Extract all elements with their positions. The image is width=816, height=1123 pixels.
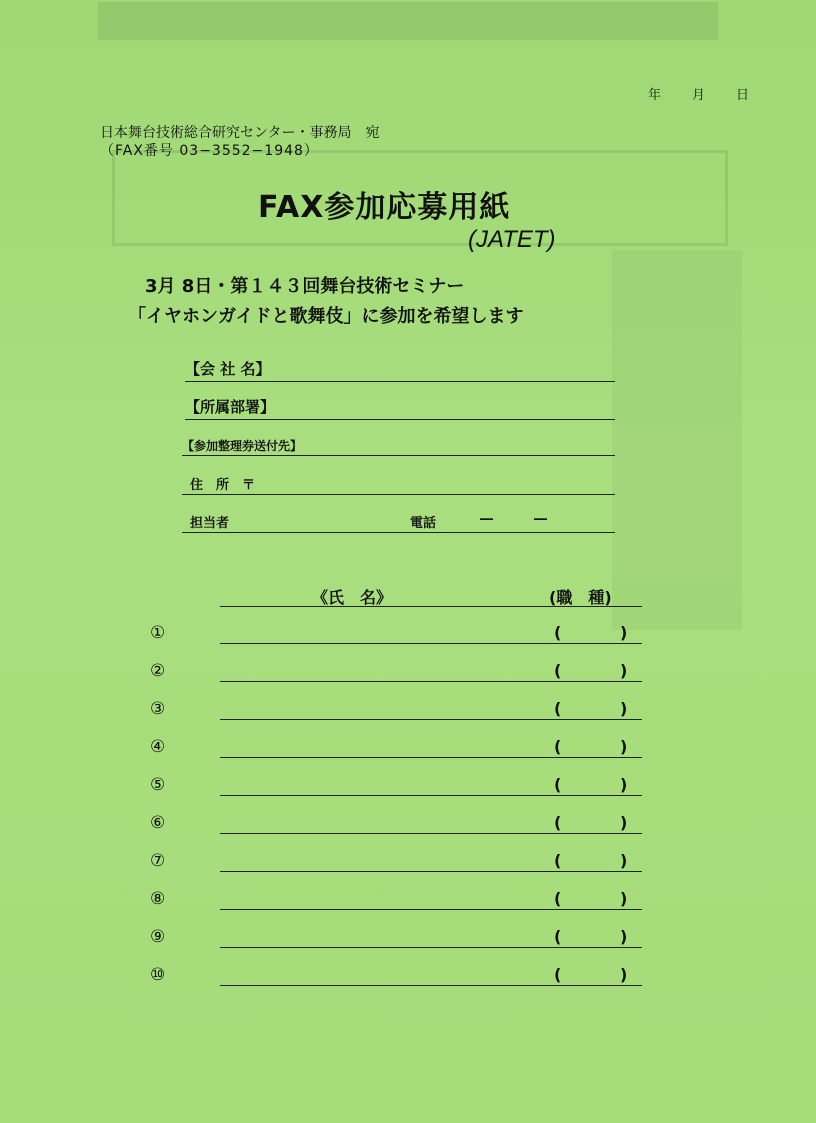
- addressee: 日本舞台技術総合研究センター・事務局 宛: [100, 125, 380, 141]
- show-through-text-block: [612, 250, 742, 630]
- address-field[interactable]: [182, 494, 615, 495]
- row-number: ①: [150, 623, 166, 643]
- row-number: ⑥: [150, 813, 166, 833]
- participant-row[interactable]: [0, 737, 816, 775]
- row-number: ④: [150, 737, 166, 757]
- show-through-banner: [98, 2, 718, 40]
- job-paren-open: (: [554, 813, 562, 832]
- name-line: [220, 719, 642, 720]
- job-paren-open: (: [554, 927, 562, 946]
- job-paren-open: (: [554, 661, 562, 680]
- job-paren-close: ): [620, 889, 628, 908]
- form-title: FAX参加応募用紙: [258, 190, 511, 225]
- name-line: [220, 985, 642, 986]
- contact-phone-field[interactable]: [182, 532, 615, 533]
- job-paren-close: ): [620, 851, 628, 870]
- job-paren-close: ): [620, 699, 628, 718]
- date-day: 日: [736, 88, 751, 103]
- seminar-line-1: 3月 8日・第１４３回舞台技術セミナー: [145, 276, 465, 297]
- name-line: [220, 643, 642, 644]
- ticket-address-label: 【参加整理券送付先】: [182, 439, 303, 453]
- name-line: [220, 757, 642, 758]
- row-number: ⑨: [150, 927, 166, 947]
- job-paren-close: ): [620, 813, 628, 832]
- row-number: ⑤: [150, 775, 166, 795]
- job-paren-close: ): [620, 737, 628, 756]
- job-paren-open: (: [554, 623, 562, 642]
- row-number: ⑩: [150, 965, 166, 985]
- participant-row[interactable]: [0, 927, 816, 965]
- seminar-line-2: 「イヤホンガイドと歌舞伎」に参加を希望します: [128, 306, 524, 327]
- phone-separator-1: ―: [480, 512, 493, 527]
- name-line: [220, 871, 642, 872]
- contact-person-label: 担当者: [190, 516, 230, 531]
- ticket-address-underline: [182, 455, 615, 456]
- job-paren-open: (: [554, 965, 562, 984]
- job-paren-close: ): [620, 965, 628, 984]
- address-label: 住 所 〒: [190, 478, 256, 493]
- participant-row[interactable]: [0, 661, 816, 699]
- participant-row[interactable]: [0, 889, 816, 927]
- phone-separator-2: ―: [534, 512, 547, 527]
- job-paren-close: ): [620, 623, 628, 642]
- row-number: ⑧: [150, 889, 166, 909]
- participant-row[interactable]: [0, 623, 816, 661]
- name-line: [220, 909, 642, 910]
- phone-label: 電話: [410, 516, 437, 531]
- name-line: [220, 681, 642, 682]
- participant-row[interactable]: [0, 965, 816, 1003]
- participant-row[interactable]: [0, 699, 816, 737]
- row-number: ③: [150, 699, 166, 719]
- row-number: ⑦: [150, 851, 166, 871]
- date-line: [648, 84, 780, 103]
- name-line: [220, 833, 642, 834]
- row-number: ②: [150, 661, 166, 681]
- job-paren-close: ): [620, 775, 628, 794]
- name-line: [220, 795, 642, 796]
- job-paren-open: (: [554, 699, 562, 718]
- header-underline: [220, 606, 642, 607]
- department-label: 【所属部署】: [185, 398, 276, 416]
- job-paren-open: (: [554, 851, 562, 870]
- name-column-header: 《氏 名》: [312, 588, 393, 607]
- participant-row[interactable]: [0, 813, 816, 851]
- job-paren-close: ): [620, 661, 628, 680]
- company-field[interactable]: [185, 381, 615, 382]
- job-paren-open: (: [554, 775, 562, 794]
- date-month: 月: [692, 88, 707, 103]
- job-column-header: (職 種): [549, 588, 612, 607]
- company-label: 【会 社 名】: [185, 360, 271, 378]
- job-paren-open: (: [554, 737, 562, 756]
- form-subtitle: (JATET): [468, 226, 556, 253]
- participant-row[interactable]: [0, 775, 816, 813]
- date-year: 年: [648, 88, 663, 103]
- participant-row[interactable]: [0, 851, 816, 889]
- name-line: [220, 947, 642, 948]
- fax-number: （FAX番号 03−3552−1948）: [100, 143, 319, 159]
- job-paren-close: ): [620, 927, 628, 946]
- job-paren-open: (: [554, 889, 562, 908]
- department-field[interactable]: [185, 419, 615, 420]
